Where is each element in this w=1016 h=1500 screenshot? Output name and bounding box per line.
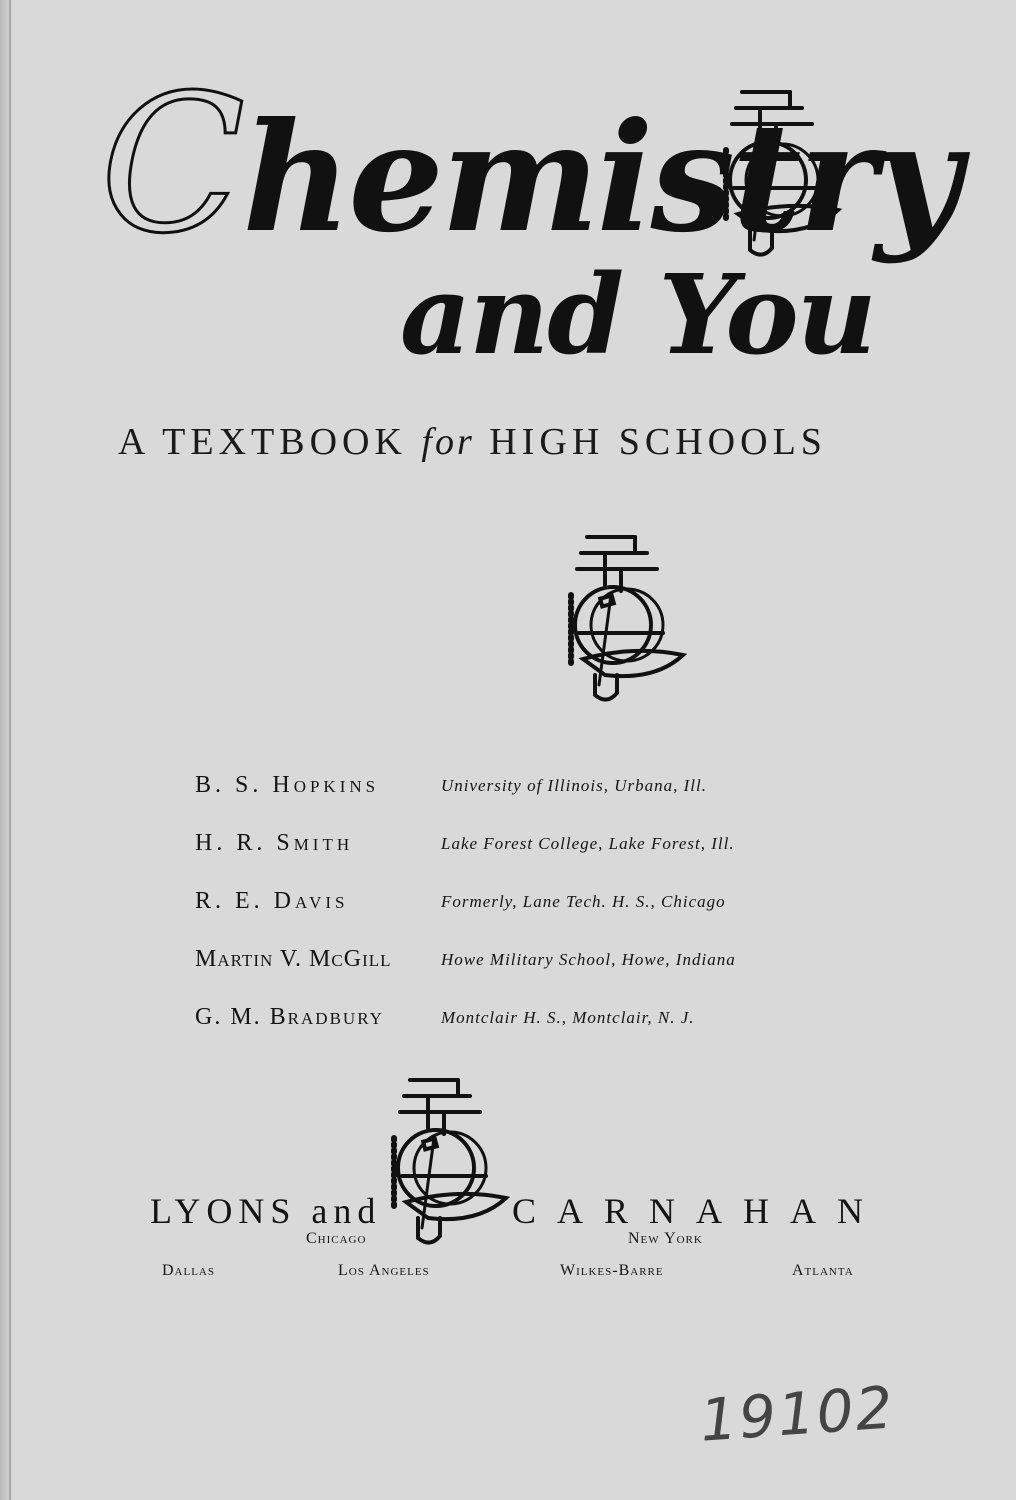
author-row	[195, 1004, 795, 1044]
city-chicago: Chicago	[306, 1230, 367, 1247]
title-rest: hemistry	[242, 90, 959, 266]
subtitle	[118, 420, 858, 464]
flask-emblem-icon	[720, 80, 850, 260]
author-affiliation: Howe Military School, Howe, Indiana	[441, 950, 736, 969]
author-row	[195, 830, 795, 870]
city-new-york: New York	[628, 1230, 703, 1247]
page-edge-line	[9, 0, 11, 1500]
author-row	[195, 772, 795, 812]
author-name: H. R. Smith	[195, 830, 354, 856]
page-edge	[0, 0, 14, 1500]
subtitle-before: A TEXTBOOK	[118, 421, 422, 463]
subtitle-for: for	[421, 421, 475, 463]
title-initial: C	[100, 54, 243, 275]
publisher-name-left: LYONS and	[150, 1191, 382, 1231]
city-wilkes-barre: Wilkes-Barre	[560, 1262, 664, 1279]
city-dallas: Dallas	[162, 1262, 215, 1279]
author-affiliation: Lake Forest College, Lake Forest, Ill.	[441, 834, 735, 853]
author-name: R. E. Davis	[195, 888, 349, 914]
author-name: Martin V. McGill	[195, 946, 392, 972]
city-atlanta: Atlanta	[792, 1262, 854, 1279]
author-row	[195, 888, 795, 928]
author-affiliation: Formerly, Lane Tech. H. S., Chicago	[441, 892, 726, 911]
author-affiliation: University of Illinois, Urbana, Ill.	[441, 776, 707, 795]
handwritten-note: 19102	[697, 1373, 897, 1455]
flask-emblem-icon	[388, 1068, 518, 1248]
title-line-2: and You	[400, 250, 875, 379]
flask-emblem-icon	[565, 525, 695, 705]
author-affiliation: Montclair H. S., Montclair, N. J.	[441, 1008, 695, 1027]
author-name: G. M. Bradbury	[195, 1004, 384, 1030]
city-los-angeles: Los Angeles	[338, 1262, 430, 1279]
author-row	[195, 946, 795, 986]
publisher-name-right: CARNAHAN	[512, 1191, 885, 1231]
author-name: B. S. Hopkins	[195, 772, 380, 798]
subtitle-after: HIGH SCHOOLS	[474, 421, 827, 463]
